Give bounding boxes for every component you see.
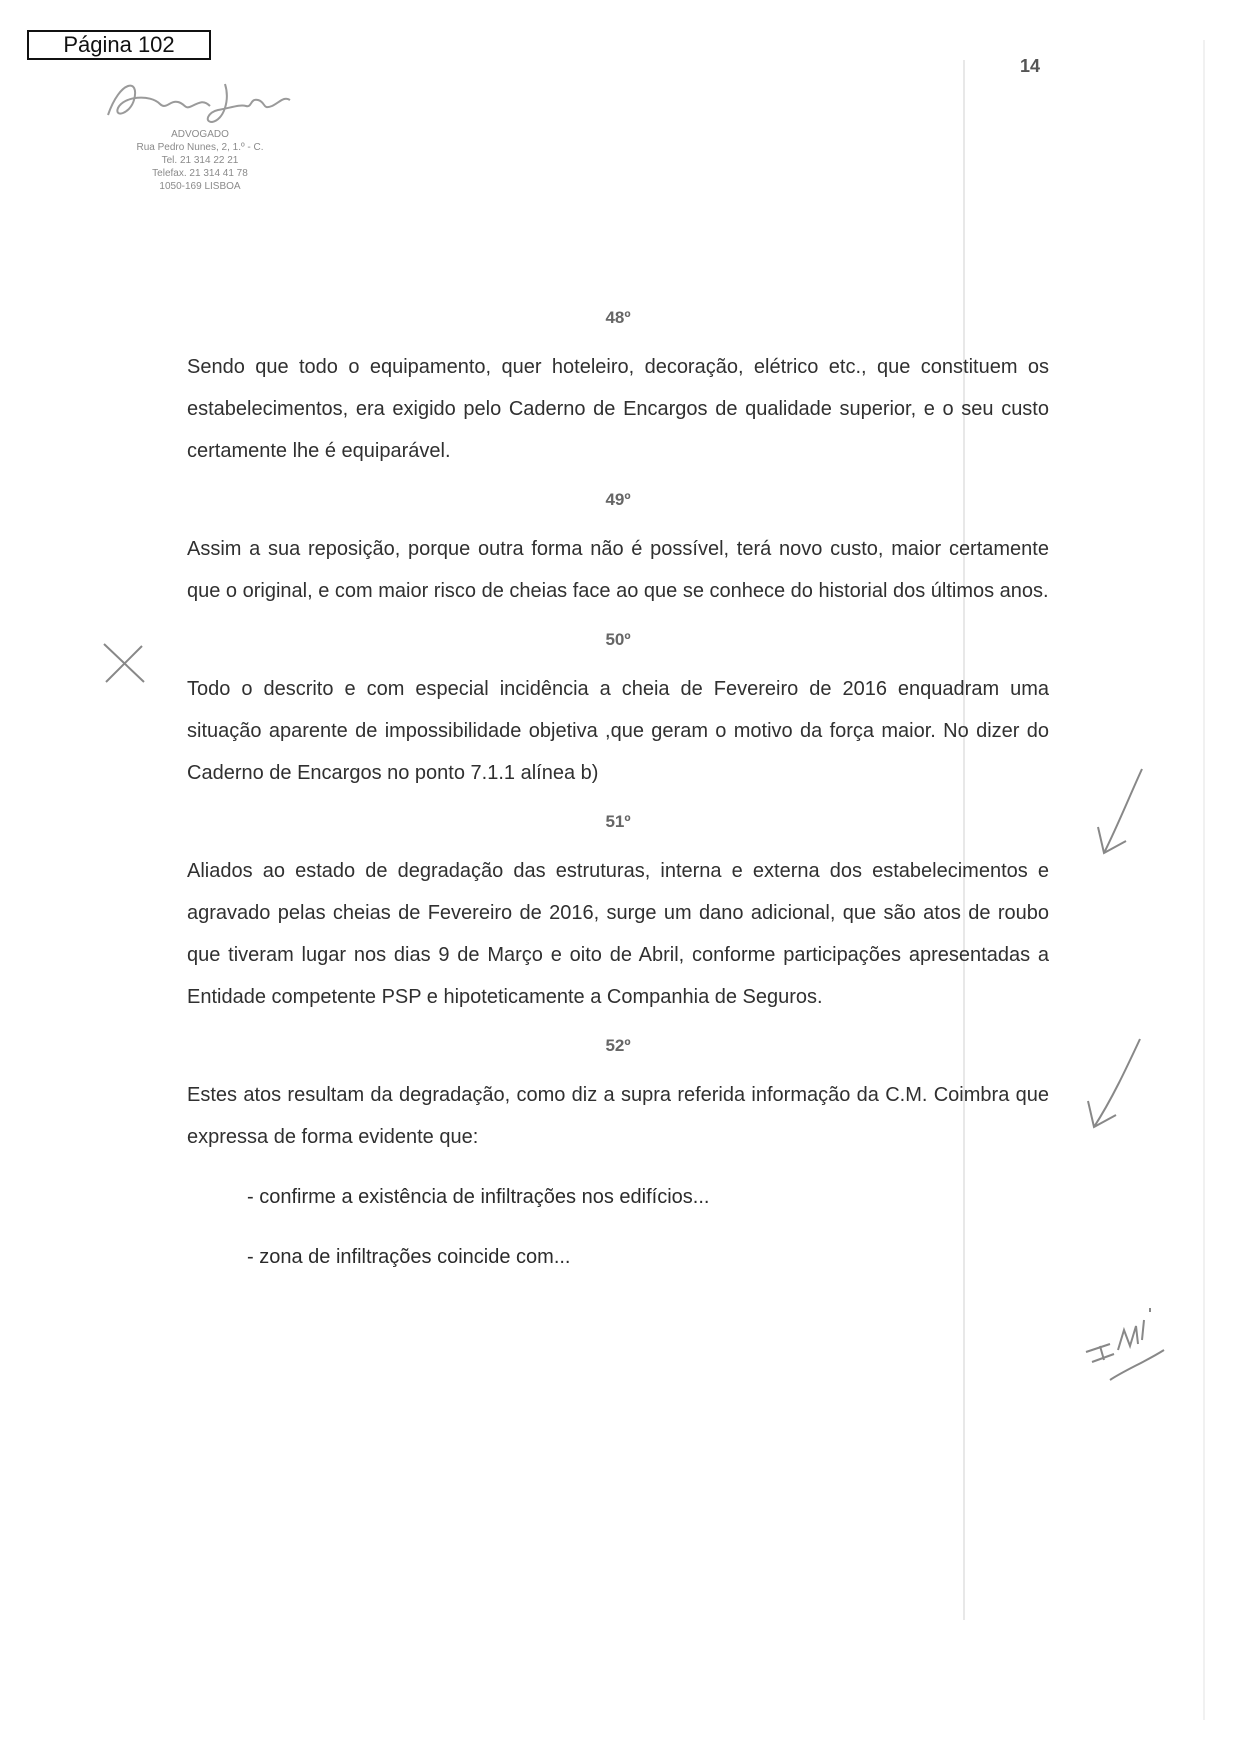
letterhead-line: Telefax. 21 314 41 78 [152, 168, 248, 179]
article-paragraph: Aliados ao estado de degradação das estruturas, interna e externa dos estabelecimentos e agravado pelas cheias de Fevereiro de 2016, surge um dano adicional, que são atos de roubo que tiveram lugar nos dias 9 de Março e oito de Abril, conforme participações apresentadas a Entidade competente PSP e hipoteticamente a Companhia de Seguros. [187, 860, 1049, 1008]
letterhead-signature [100, 70, 300, 130]
page-label: Página 102 [27, 30, 211, 60]
document-body [187, 308, 1049, 1296]
letterhead-line: Rua Pedro Nunes, 2, 1.º - C. [136, 142, 264, 153]
article-paragraph: Sendo que todo o equipamento, quer hoteleiro, decoração, elétrico etc., que constituem os estabelecimentos, era exigido pelo Caderno de Encargos de qualidade superior, e o seu custo certamente lhe é equiparável. [187, 356, 1049, 462]
arrow-mark-icon [1076, 1035, 1146, 1135]
x-mark-icon [100, 640, 150, 686]
article-number: 51º [605, 812, 631, 831]
letterhead-address [100, 128, 300, 193]
bullet-item: - zona de infiltrações coincide com... [247, 1246, 571, 1268]
bullet-item: - confirme a existência de infiltrações nos edifícios... [247, 1186, 710, 1208]
article-number: 48º [605, 308, 631, 327]
article-paragraph: Todo o descrito e com especial incidência a cheia de Fevereiro de 2016 enquadram uma situação aparente de impossibilidade objetiva ,que geram o motivo da força maior. No dizer do Caderno de Encargos no ponto 7.1.1 alínea b) [187, 678, 1049, 784]
letterhead-line: ADVOGADO [171, 129, 229, 140]
letterhead-line: Tel. 21 314 22 21 [161, 155, 239, 166]
handwritten-initials [1080, 1300, 1170, 1390]
article-number: 50º [605, 630, 631, 649]
page-number: 14 [1020, 56, 1041, 76]
letterhead-line: 1050-169 LISBOA [159, 181, 241, 192]
scan-edge-line [1203, 40, 1205, 1720]
arrow-mark-icon [1090, 765, 1150, 865]
article-number: 49º [605, 490, 631, 509]
article-paragraph: Assim a sua reposição, porque outra forma não é possível, terá novo custo, maior certamente que o original, e com maior risco de cheias face ao que se conhece do historial dos últimos anos. [187, 538, 1049, 602]
article-paragraph: Estes atos resultam da degradação, como diz a supra referida informação da C.M. Coimbra que expressa de forma evidente que: [187, 1084, 1049, 1148]
article-number: 52º [605, 1036, 631, 1055]
